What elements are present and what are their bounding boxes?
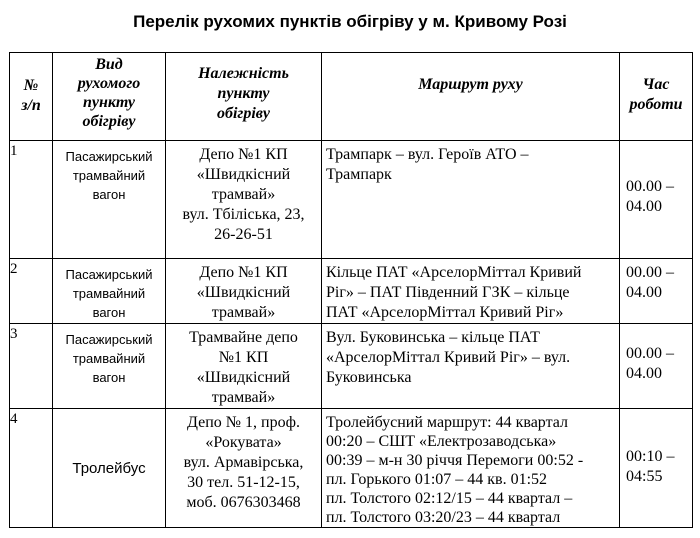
owner-line: моб. 0676303468 — [186, 494, 301, 511]
header-number-line: з/п — [21, 97, 41, 114]
vehicle-type-line: вагон — [92, 305, 126, 320]
working-hours — [620, 259, 693, 324]
header-number — [10, 53, 53, 141]
owner-line: вул. Тбіліська, 23, — [182, 206, 305, 223]
route — [322, 259, 620, 324]
owner-line: Трамвайне депо — [189, 329, 298, 346]
route-line: Вул. Буковинська – кільце ПАТ — [326, 329, 540, 346]
route-line: 00:20 – СШТ «Електрозаводська» — [326, 433, 557, 450]
time-line: 00.00 – — [626, 345, 674, 362]
vehicle-type — [53, 324, 166, 409]
route-line: Кільце ПАТ «АрселорМіттал Кривий — [326, 264, 582, 281]
owner — [166, 324, 322, 409]
time-line: 04.00 — [626, 284, 662, 301]
header-type-line: обігріву — [82, 113, 136, 130]
header-time — [620, 53, 693, 141]
time-line: 00.00 – — [626, 178, 674, 195]
owner — [166, 259, 322, 324]
owner-line: 30 тел. 51-12-15, — [187, 474, 300, 491]
time-line: 04.00 — [626, 198, 662, 215]
vehicle-type: Тролейбус — [53, 409, 166, 528]
vehicle-type-line: вагон — [92, 187, 126, 202]
owner-line: вул. Армавірська, — [183, 454, 304, 471]
owner-line: №1 КП — [218, 349, 269, 366]
owner-line: «Швидкісний — [196, 369, 291, 386]
row-number: 2 — [10, 259, 53, 324]
row-number: 4 — [10, 409, 53, 528]
time-line: 00.00 – — [626, 264, 674, 281]
route-line: пл. Толстого 02:12/15 – 44 квартал – — [326, 490, 573, 507]
header-time-line: роботи — [629, 96, 683, 113]
row-number: 1 — [10, 141, 53, 259]
owner — [166, 409, 322, 528]
route-line: ПАТ «АрселорМіттал Кривий Ріг» — [326, 304, 564, 321]
owner-line: Депо №1 КП — [199, 146, 288, 163]
header-time-line: Час — [642, 76, 670, 93]
vehicle-type-line: трамвайний — [72, 286, 146, 301]
vehicle-type-line: трамвайний — [72, 168, 146, 183]
route-line: Трампарк – вул. Героїв АТО – — [326, 146, 529, 163]
vehicle-type-line: трамвайний — [72, 351, 146, 366]
route-line: Ріг» – ПАТ Південний ГЗК – кільце — [326, 284, 570, 301]
document-title: Перелік рухомих пунктів обігріву у м. Кривому Розі — [133, 12, 567, 31]
owner-line: 26-26-51 — [214, 226, 273, 243]
vehicle-type — [53, 259, 166, 324]
heating-points-table — [9, 52, 693, 528]
route — [322, 324, 620, 409]
route-line: пл. Горького 01:07 – 44 кв. 01:52 — [326, 471, 548, 488]
owner-line: Депо № 1, проф. — [187, 414, 300, 431]
table-header-row — [10, 53, 693, 141]
header-number-line: № — [23, 77, 39, 94]
route-line: 00:39 – м-н 30 річчя Перемоги 00:52 - — [326, 452, 584, 469]
row-number: 3 — [10, 324, 53, 409]
owner — [166, 141, 322, 259]
owner-line: «Швидкісний — [196, 284, 291, 301]
working-hours — [620, 141, 693, 259]
header-route-label: Маршрут руху — [418, 76, 523, 93]
owner-line: Депо №1 КП — [199, 264, 288, 281]
header-type — [53, 53, 166, 141]
time-line: 04.00 — [626, 365, 662, 382]
working-hours — [620, 324, 693, 409]
header-type-line: пункту — [83, 94, 135, 111]
owner-line: трамвай» — [211, 304, 276, 321]
owner-line: «Швидкісний — [196, 166, 291, 183]
table-row — [10, 259, 693, 324]
table-row — [10, 141, 693, 259]
vehicle-type-line: Пасажирський — [65, 149, 153, 164]
route — [322, 141, 620, 259]
header-owner — [166, 53, 322, 141]
header-owner-line: Належність — [198, 65, 289, 82]
owner-line: трамвай» — [211, 186, 276, 203]
header-type-line: рухомого — [77, 75, 141, 92]
vehicle-type-line: Пасажирський — [65, 332, 153, 347]
header-route — [322, 53, 620, 141]
vehicle-type-line: вагон — [92, 370, 126, 385]
time-line: 00:10 – — [626, 448, 675, 465]
owner-line: «Рокувата» — [205, 434, 282, 451]
route-line: Буковинська — [326, 369, 412, 386]
route-line: Трампарк — [326, 166, 392, 183]
header-owner-line: обігріву — [216, 105, 271, 122]
route-line: Тролейбусний маршрут: 44 квартал — [326, 414, 569, 431]
time-line: 04:55 — [626, 468, 663, 485]
route — [322, 409, 620, 528]
working-hours — [620, 409, 693, 528]
vehicle-type — [53, 141, 166, 259]
owner-line: трамвай» — [211, 389, 276, 406]
vehicle-type-line: Пасажирський — [65, 267, 153, 282]
header-owner-line: пункту — [217, 85, 270, 102]
route-line: пл. Толстого 03:20/23 – 44 квартал — [326, 509, 561, 526]
route-line: «АрселорМіттал Кривий Ріг» – вул. — [326, 349, 571, 366]
header-type-line: Вид — [95, 56, 123, 73]
table-row — [10, 409, 693, 528]
table-row — [10, 324, 693, 409]
